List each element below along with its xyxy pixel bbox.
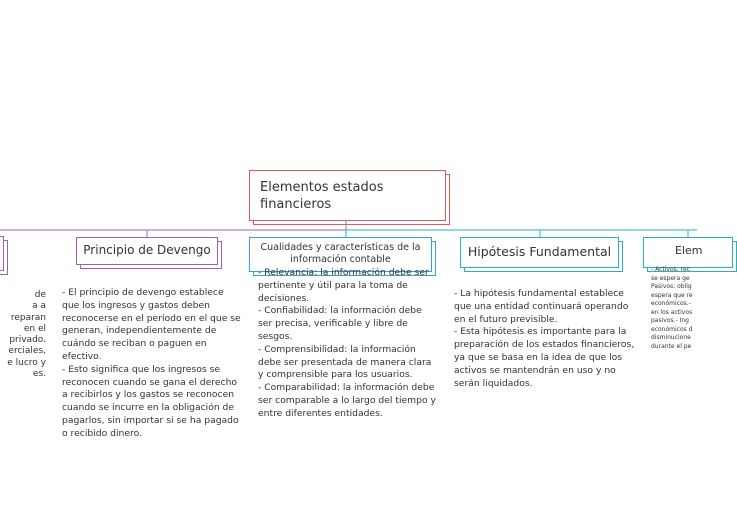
central-topic[interactable]: [249, 170, 446, 221]
note-cualidades: - Relevancia: la información debe ser pertinente y útil para la toma de decisiones. - Confiabilidad: la información debe ser precisa, verificable y libre de sesgos. - Comprensibilidad: la información debe ser presentada de manera clara y comprensible para los usuarios. - Comparabilidad: la información debe ser comparable a lo largo del tiempo y entre diferentes entidades.: [258, 267, 436, 419]
topic-principio-devengo[interactable]: [76, 237, 218, 265]
topic-hipotesis-label: Hipótesis Fundamental: [467, 244, 612, 259]
note-principio-devengo: - El principio de devengo establece que los ingresos y gastos deben reconocerse en el período en el que se generan, independientemente de cuándo se reciban o paguen en efectivo. - Esto significa que los ingresos se reconocen cuando se gana el derecho a recibirlos y los gastos se reconocen cuando se incurre en la obligación de pagarlos, sin importar si se ha pagado o recibido dinero.: [62, 287, 241, 439]
note-hipotesis: - La hipótesis fundamental establece que una entidad continuará operando en el futuro previsible. - Esta hipótesis es importante para la preparación de los estados financieros, ya que se basa en la idea de que los activos se mantendrán en uso y no serán liquidados.: [454, 288, 635, 389]
topic-cualidades-label: Cualidades y características de la información contable: [260, 242, 421, 265]
topic-hipotesis-fundamental[interactable]: [460, 237, 619, 268]
topic-elementos-label: Elem: [675, 244, 703, 257]
topic-left-partial[interactable]: [0, 236, 4, 271]
central-topic-label: Elementos estados financieros: [260, 180, 384, 212]
topic-elementos[interactable]: [643, 237, 733, 268]
note-left-partial: de a a reparan en el privado. erciales, e lucro y es.: [7, 290, 46, 380]
topic-principio-devengo-label: Principio de Devengo: [83, 243, 211, 257]
connector-hipotesis: [346, 230, 697, 237]
note-elementos: - Activos: rec se espera ge Pasivos: oblig espera que re económicos.- en los activos pasivos.- Ing económicos d disminucione durante el pe: [651, 266, 693, 350]
